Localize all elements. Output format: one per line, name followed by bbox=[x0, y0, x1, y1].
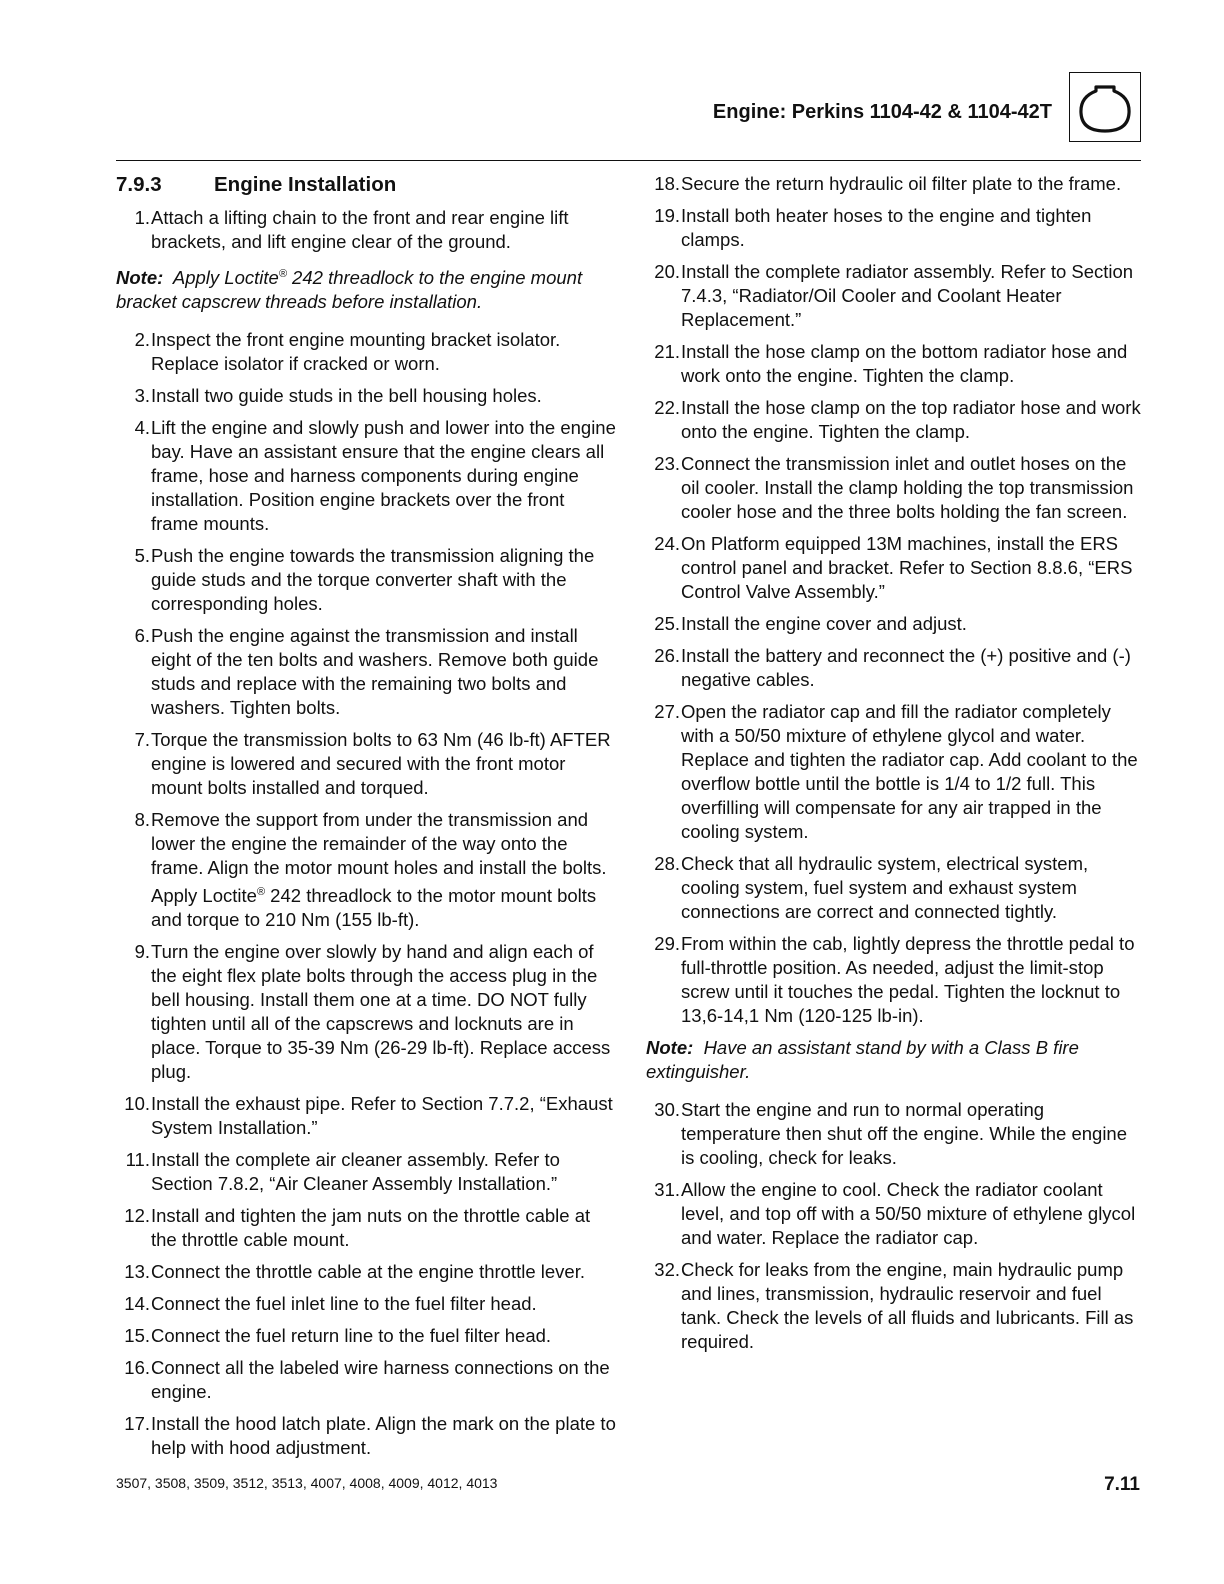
note-loctite bbox=[116, 262, 616, 314]
list-item bbox=[646, 204, 1141, 252]
note-label: Note: bbox=[116, 267, 164, 289]
step-text: Install the hood latch plate. Align the mark on the plate to help with hood adjustment. bbox=[151, 1413, 616, 1459]
list-item bbox=[646, 1178, 1141, 1250]
step-number: 30. bbox=[654, 1099, 680, 1120]
step-text: Install the exhaust pipe. Refer to Section 7.7.2, “Exhaust System Installation.” bbox=[151, 1093, 613, 1139]
step-number: 22. bbox=[654, 397, 680, 418]
step-text: Install both heater hoses to the engine and tighten clamps. bbox=[681, 205, 1092, 250]
step-number: 12. bbox=[124, 1205, 150, 1227]
steps-list bbox=[116, 328, 616, 800]
step-number: 16. bbox=[124, 1357, 150, 1379]
list-item bbox=[116, 416, 616, 536]
step-number: 24. bbox=[654, 533, 680, 554]
list-item bbox=[116, 1356, 616, 1404]
step-number: 13. bbox=[124, 1261, 150, 1283]
list-item bbox=[116, 206, 616, 254]
step-text: Install the hose clamp on the bottom radiator hose and work onto the engine. Tighten the clamp. bbox=[681, 341, 1128, 386]
step-number: 11. bbox=[125, 1149, 150, 1171]
note-text: 242 threadlock to the engine mount bracket capscrew threads before installation. bbox=[116, 267, 583, 313]
list-item bbox=[116, 1204, 616, 1252]
left-column bbox=[116, 172, 616, 1468]
step-number: 31. bbox=[654, 1179, 680, 1200]
steps-list bbox=[116, 940, 616, 1460]
step-number: 6. bbox=[134, 625, 150, 647]
list-item bbox=[646, 260, 1141, 332]
list-item bbox=[116, 1260, 616, 1284]
step-text: Secure the return hydraulic oil filter plate to the frame. bbox=[681, 173, 1122, 194]
step-text: Install the complete radiator assembly. Refer to Section 7.4.3, “Radiator/Oil Cooler and Coolant Heater Replacement.” bbox=[681, 261, 1134, 330]
step-number: 23. bbox=[654, 453, 680, 474]
list-item bbox=[646, 612, 1141, 636]
step-number: 25. bbox=[654, 613, 680, 634]
list-item bbox=[116, 1412, 616, 1460]
section-number: 7.9.3 bbox=[116, 173, 162, 196]
step-number: 3. bbox=[134, 385, 150, 407]
step-number: 26. bbox=[654, 645, 680, 666]
note-fire-extinguisher bbox=[646, 1036, 1141, 1084]
list-item bbox=[646, 340, 1141, 388]
step-number: 9. bbox=[134, 941, 150, 963]
step-number: 14. bbox=[124, 1293, 150, 1315]
list-item bbox=[646, 532, 1141, 604]
step-text: Open the radiator cap and fill the radiator completely with a 50/50 mixture of ethylene glycol and water. Replace and tighten the radiator cap. Add coolant to the overflow bottle until the bottle is 1/4 to 1/2 full. This overfilling will compensate for any air trapped in the cooling system. bbox=[681, 701, 1138, 842]
step-text: Install two guide studs in the bell housing holes. bbox=[151, 385, 542, 407]
steps-list bbox=[646, 1098, 1141, 1354]
steps-list bbox=[116, 206, 616, 254]
steps-list bbox=[646, 172, 1141, 1028]
list-item bbox=[646, 644, 1141, 692]
list-item bbox=[116, 1324, 616, 1348]
step-number: 8. bbox=[134, 809, 150, 831]
step-text: Connect the throttle cable at the engine throttle lever. bbox=[151, 1261, 586, 1283]
note-label: Note: bbox=[646, 1037, 694, 1058]
section-title: Engine Installation bbox=[214, 173, 397, 196]
list-item bbox=[646, 852, 1141, 924]
step-number: 21. bbox=[654, 341, 680, 362]
list-item bbox=[646, 1098, 1141, 1170]
list-item bbox=[116, 384, 616, 408]
header-rule bbox=[116, 160, 1141, 161]
step-text: Lift the engine and slowly push and lower into the engine bay. Have an assistant ensure that the engine clears all frame, hose and harness components during engine installation. Position engine brackets over the front frame mounts. bbox=[151, 417, 616, 535]
step-text: Start the engine and run to normal operating temperature then shut off the engine. While the engine is cooling, check for leaks. bbox=[681, 1099, 1128, 1168]
step-text: On Platform equipped 13M machines, install the ERS control panel and bracket. Refer to Section 8.8.6, “ERS Control Valve Assembly.” bbox=[681, 533, 1133, 602]
right-column bbox=[646, 172, 1141, 1362]
step-text: Attach a lifting chain to the front and rear engine lift brackets, and lift engine clear of the ground. bbox=[151, 207, 569, 252]
registered-mark: ® bbox=[278, 268, 287, 280]
step-text: Connect the fuel inlet line to the fuel filter head. bbox=[151, 1293, 537, 1315]
list-item bbox=[116, 328, 616, 376]
list-item bbox=[116, 940, 616, 1084]
step-number: 29. bbox=[654, 933, 680, 954]
page-header-title: Engine: Perkins 1104-42 & 1104-42T bbox=[712, 101, 1052, 123]
note-text: Apply Loctite bbox=[172, 267, 279, 289]
step-text: Connect the transmission inlet and outlet hoses on the oil cooler. Install the clamp holding the top transmission cooler hose and the three bolts holding the fan screen. bbox=[681, 453, 1134, 522]
engine-icon bbox=[1069, 72, 1141, 142]
step-number: 10. bbox=[124, 1093, 150, 1115]
step-text: Check for leaks from the engine, main hydraulic pump and lines, transmission, hydraulic reservoir and fuel tank. Check the levels of all fluids and lubricants. Fill as required. bbox=[681, 1259, 1134, 1352]
step-number: 32. bbox=[654, 1259, 680, 1280]
list-item bbox=[116, 1292, 616, 1316]
step-text: Install the engine cover and adjust. bbox=[681, 613, 967, 634]
step-text: Install the battery and reconnect the (+) positive and (-) negative cables. bbox=[681, 645, 1131, 690]
step-number: 1. bbox=[134, 207, 150, 228]
step-text: Allow the engine to cool. Check the radiator coolant level, and top off with a 50/50 mixture of ethylene glycol and water. Replace the radiator cap. bbox=[681, 1179, 1136, 1248]
list-item bbox=[646, 452, 1141, 524]
step-number: 2. bbox=[134, 329, 150, 351]
step-number: 19. bbox=[654, 205, 680, 226]
step-text: Remove the support from under the transmission and lower the engine the remainder of the way onto the frame. Align the motor mount holes and install the bolts. Apply Loctite® 242 threadlock to the motor mount bolts and torque to 210 Nm (155 lb-ft). bbox=[151, 809, 607, 931]
list-item bbox=[116, 1148, 616, 1196]
step-text: Torque the transmission bolts to 63 Nm (46 lb-ft) AFTER engine is lowered and secured with the front motor mount bolts installed and torqued. bbox=[151, 729, 611, 799]
step-text: Push the engine towards the transmission aligning the guide studs and the torque converter shaft with the corresponding holes. bbox=[151, 545, 595, 615]
step-text: Install the complete air cleaner assembly. Refer to Section 7.8.2, “Air Cleaner Assembly Installation.” bbox=[151, 1149, 560, 1195]
step-text: Check that all hydraulic system, electrical system, cooling system, fuel system and exhaust system connections are correct and connected tightly. bbox=[681, 853, 1089, 922]
step-number: 4. bbox=[134, 417, 150, 439]
step-number: 18. bbox=[654, 173, 680, 194]
step-text: Install and tighten the jam nuts on the throttle cable at the throttle cable mount. bbox=[151, 1205, 591, 1251]
step-text: Turn the engine over slowly by hand and align each of the eight flex plate bolts through the access plug in the bell housing. Install them one at a time. DO NOT fully tighten until all of the capscrews and locknuts are in place. Torque to 35-39 Nm (26-29 lb-ft). Replace access plug. bbox=[151, 941, 611, 1083]
step-number: 17. bbox=[124, 1413, 150, 1435]
list-item bbox=[646, 700, 1141, 844]
list-item bbox=[646, 932, 1141, 1028]
step-text: From within the cab, lightly depress the throttle pedal to full-throttle position. As needed, adjust the limit-stop screw until it touches the pedal. Tighten the locknut to 13,6-14,1 Nm (120-125 lb-in). bbox=[681, 933, 1135, 1026]
list-item bbox=[116, 808, 616, 932]
list-item bbox=[116, 728, 616, 800]
step-text: Push the engine against the transmission and install eight of the ten bolts and washers. Remove both guide studs and replace with the remaining two bolts and washers. Tighten bolts. bbox=[151, 625, 599, 719]
list-item bbox=[116, 624, 616, 720]
page-number: 7.11 bbox=[1104, 1474, 1140, 1495]
registered-mark: ® bbox=[256, 886, 266, 899]
list-item bbox=[646, 396, 1141, 444]
list-item bbox=[646, 172, 1141, 196]
step-text: Connect the fuel return line to the fuel filter head. bbox=[151, 1325, 552, 1347]
step-text: Install the hose clamp on the top radiator hose and work onto the engine. Tighten the clamp. bbox=[681, 397, 1141, 442]
list-item bbox=[116, 1092, 616, 1140]
step-text: Inspect the front engine mounting bracket isolator. Replace isolator if cracked or worn. bbox=[151, 329, 561, 375]
step-number: 5. bbox=[134, 545, 150, 567]
footer-model-numbers: 3507, 3508, 3509, 3512, 3513, 4007, 4008, 4009, 4012, 4013 bbox=[116, 1475, 498, 1491]
step-number: 20. bbox=[654, 261, 680, 282]
section-heading bbox=[116, 172, 616, 198]
step-number: 28. bbox=[654, 853, 680, 874]
step-number: 27. bbox=[654, 701, 680, 722]
list-item bbox=[646, 1258, 1141, 1354]
list-item bbox=[116, 544, 616, 616]
step-text: Connect all the labeled wire harness connections on the engine. bbox=[151, 1357, 610, 1403]
step-number: 7. bbox=[134, 729, 150, 751]
step-number: 15. bbox=[124, 1325, 150, 1347]
note-text: Have an assistant stand by with a Class B fire extinguisher. bbox=[646, 1037, 1079, 1082]
